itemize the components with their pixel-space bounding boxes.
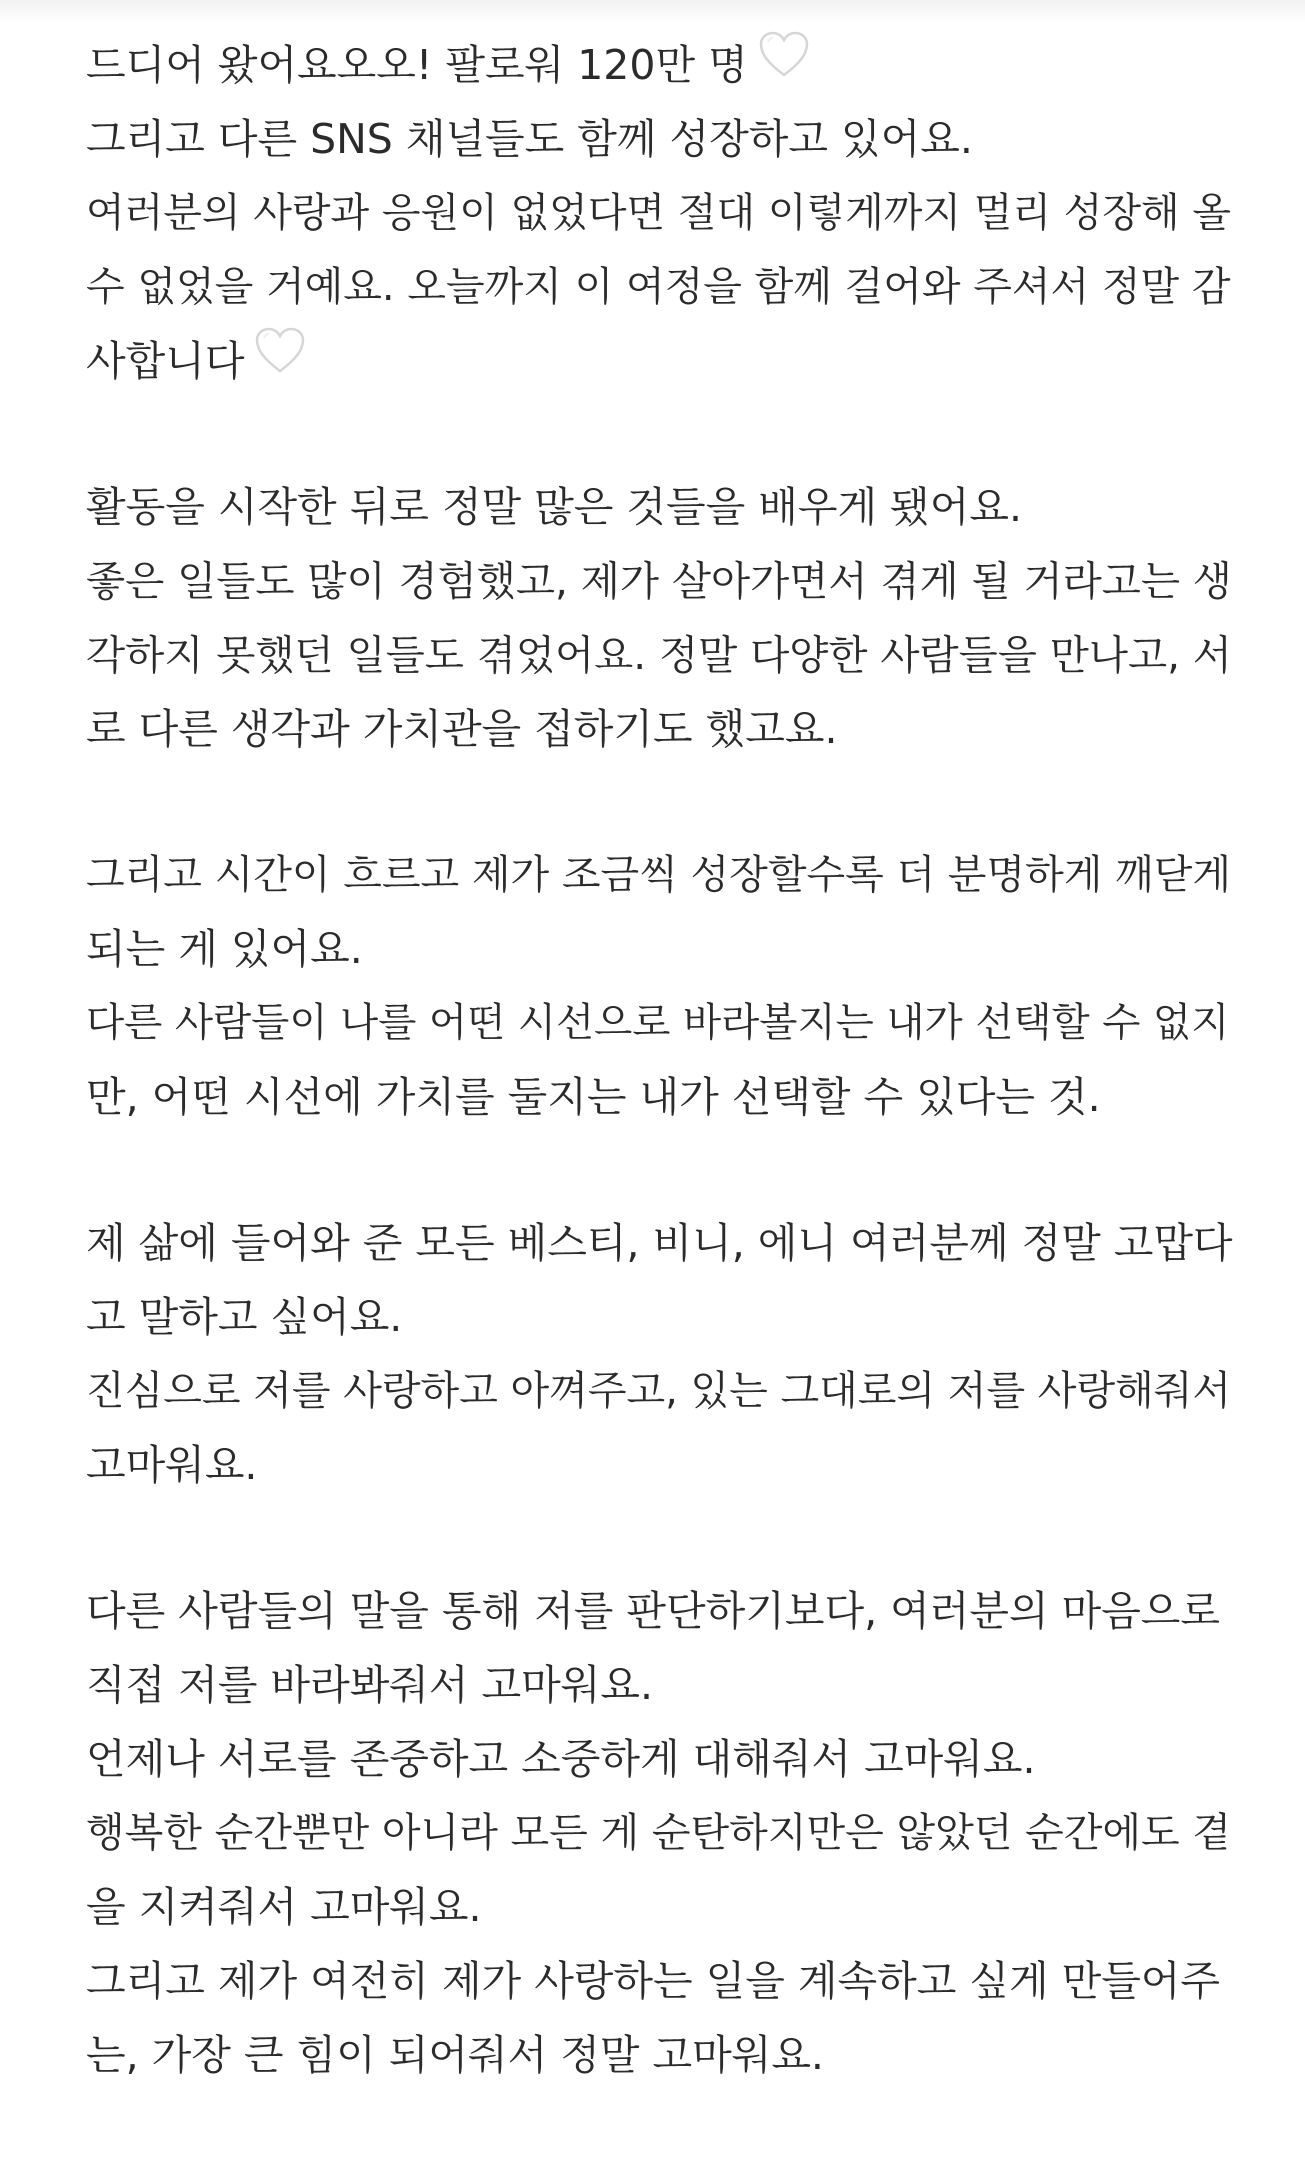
line-text: 을 지켜줘서 고마워요. <box>86 1883 482 1931</box>
line-text: 각하지 못했던 일들도 겪었어요. 정말 다양한 사람들을 만나고, 서 <box>86 631 1232 679</box>
line-text: 그리고 제가 여전히 제가 사랑하는 일을 계속하고 싶게 만들어주 <box>86 1957 1221 2005</box>
text-line <box>86 1944 1236 2018</box>
text-line <box>86 1722 1236 1796</box>
text-line <box>86 986 1236 1060</box>
text-line <box>86 28 1236 102</box>
text-line <box>86 250 1236 324</box>
text-line <box>86 1206 1236 1280</box>
line-text: 다른 사람들의 말을 통해 저를 판단하기보다, 여러분의 마음으로 <box>86 1587 1221 1635</box>
text-line <box>86 1060 1236 1134</box>
text-line <box>86 618 1236 692</box>
paragraph <box>86 28 1236 398</box>
text-line <box>86 470 1236 544</box>
text-line <box>86 1354 1236 1428</box>
line-text: 사합니다 <box>86 337 245 385</box>
line-text: 다른 사람들이 나를 어떤 시선으로 바라볼지는 내가 선택할 수 없지 <box>86 1000 1230 1046</box>
paragraph <box>86 838 1236 1134</box>
text-line <box>86 1648 1236 1722</box>
line-text: 진심으로 저를 사랑하고 아껴주고, 있는 그대로의 저를 사랑해줘서 <box>86 1368 1231 1414</box>
text-line <box>86 1796 1236 1870</box>
text-line <box>86 176 1236 250</box>
line-text: 는, 가장 큰 힘이 되어줘서 정말 고마워요. <box>86 2031 824 2079</box>
text-line <box>86 1428 1236 1502</box>
line-text: 여러분의 사랑과 응원이 없었다면 절대 이렇게까지 멀리 성장해 올 <box>86 190 1231 236</box>
line-text: 로 다른 생각과 가치관을 접하기도 했고요. <box>86 705 838 753</box>
line-text: 직접 저를 바라봐줘서 고마워요. <box>86 1661 654 1709</box>
text-line <box>86 544 1236 618</box>
white-heart-icon <box>758 27 810 101</box>
line-text: 만, 어떤 시선에 가치를 둘지는 내가 선택할 수 있다는 것. <box>86 1073 1101 1121</box>
post-body <box>86 28 1236 2164</box>
text-line <box>86 102 1236 176</box>
line-text: 고 말하고 싶어요. <box>86 1293 403 1341</box>
line-text: 좋은 일들도 많이 경험했고, 제가 살아가면서 겪게 될 거라고는 생 <box>86 557 1232 605</box>
paragraph <box>86 1574 1236 2092</box>
line-text: 수 없었을 거예요. 오늘까지 이 여정을 함께 걸어와 주셔서 정말 감 <box>86 264 1231 310</box>
text-line <box>86 1280 1236 1354</box>
line-text: 제 삶에 들어와 준 모든 베스티, 비니, 에니 여러분께 정말 고맙다 <box>86 1219 1233 1267</box>
text-line <box>86 692 1236 766</box>
text-line <box>86 1574 1236 1648</box>
line-text: 활동을 시작한 뒤로 정말 많은 것들을 배우게 됐어요. <box>86 483 1022 531</box>
line-text: 고마워요. <box>86 1441 258 1489</box>
text-line <box>86 2018 1236 2092</box>
top-edge-shadow <box>0 0 1305 24</box>
line-text: 언제나 서로를 존중하고 소중하게 대해줘서 고마워요. <box>86 1735 1036 1783</box>
text-line <box>86 912 1236 986</box>
line-text: 그리고 시간이 흐르고 제가 조금씩 성장할수록 더 분명하게 깨닫게 <box>86 852 1231 898</box>
line-text: 드디어 왔어요오오! 팔로워 120만 명 <box>86 41 748 89</box>
text-line <box>86 1870 1236 1944</box>
line-text: 되는 게 있어요. <box>86 925 363 973</box>
line-text: 행복한 순간뿐만 아니라 모든 게 순탄하지만은 않았던 순간에도 곁 <box>86 1810 1231 1856</box>
paragraph <box>86 470 1236 766</box>
text-line <box>86 324 1236 398</box>
text-line <box>86 838 1236 912</box>
white-heart-icon <box>254 323 306 397</box>
line-text: 그리고 다른 SNS 채널들도 함께 성장하고 있어요. <box>86 115 973 163</box>
paragraph <box>86 1206 1236 1502</box>
